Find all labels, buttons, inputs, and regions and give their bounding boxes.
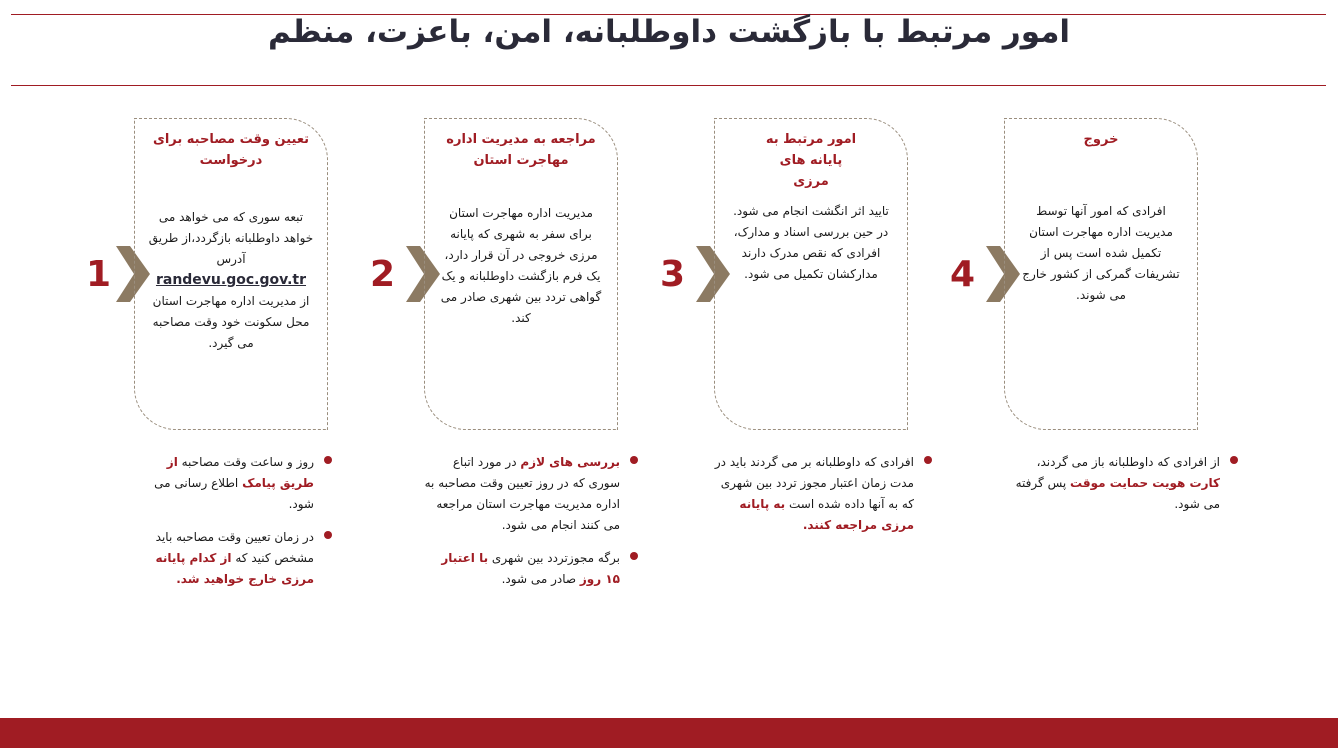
step-number-1: 1: [86, 254, 112, 295]
note-item: از افرادی که داوطلبانه باز می گردند، کارت هویت حمایت موقت پس گرفته می شود.: [1004, 452, 1238, 515]
step-number-3: 3: [660, 254, 686, 295]
bullet-icon: [630, 552, 638, 560]
step-card-4: [1004, 118, 1198, 430]
step-number-4: 4: [950, 254, 976, 295]
note-item: افرادی که داوطلبانه بر می گردند باید در مدت زمان اعتبار مجوز تردد بین شهری که به آنها داده شده است به پایانه مرزی مراجعه کنند.: [714, 452, 932, 536]
bullet-icon: [1230, 456, 1238, 464]
step-number-2: 2: [370, 254, 396, 295]
step-heading-1: تعیین وقت مصاحبه برای درخواست: [152, 132, 310, 168]
step-card-2: [424, 118, 618, 430]
step-notes-4: [1004, 452, 1238, 527]
step-heading-2: مراجعه به مدیریت اداره مهاجرت استان: [446, 132, 596, 168]
note-item: در زمان تعیین وقت مصاحبه باید مشخص کنید که از کدام پایانه مرزی خارج خواهید شد.: [130, 527, 332, 590]
step-notes-3: [714, 452, 932, 548]
step-body-3: تایید اثر انگشت انجام می شود. در حین بررسی اسناد و مدارک، افرادی که نقص مدرک دارند مدارکشان تکمیل می شود.: [733, 204, 889, 281]
bullet-icon: [924, 456, 932, 464]
note-item: برگه مجوزتردد بین شهری با اعتبار ۱۵ روز صادر می شود.: [424, 548, 638, 590]
step-body-1: [135, 207, 327, 354]
bullet-icon: [630, 456, 638, 464]
footer-bar: [0, 718, 1338, 748]
page-title: امور مرتبط با بازگشت داوطلبانه، امن، باعزت، منظم: [267, 14, 1071, 50]
randevu-link[interactable]: randevu.goc.gov.tr: [155, 272, 307, 288]
note-item: بررسی های لازم در مورد اتباع سوری که در روز تعیین وقت مصاحبه به اداره مدیریت مهاجرت استان مراجعه می کنند انجام می شود.: [424, 452, 638, 536]
step-body-1-text-after: از مدیریت اداره مهاجرت استان محل سکونت خود وقت مصاحبه می گیرد.: [152, 294, 310, 350]
step-body-1-text: تبعه سوری که می خواهد می خواهد داوطلبانه بازگردد،از طریق آدرس: [148, 210, 314, 266]
step-heading-3: امور مرتبط به پایانه های مرزی: [765, 132, 857, 189]
bullet-icon: [324, 531, 332, 539]
step-body-4: افرادی که امور آنها توسط مدیریت اداره مهاجرت استان تکمیل شده است پس از تشریفات گمرکی از کشور خارج می شوند.: [1022, 204, 1180, 302]
note-item: روز و ساعت وقت مصاحبه از طریق پیامک اطلاع رسانی می شود.: [130, 452, 332, 515]
step-notes-1: [130, 452, 332, 602]
bullet-icon: [324, 456, 332, 464]
title-underline: [11, 85, 1326, 86]
step-card-3: [714, 118, 908, 430]
step-heading-4: خروج: [1083, 132, 1119, 147]
step-body-2: مدیریت اداره مهاجرت استان برای سفر به شهری که پایانه مرزی خروجی در آن قرار دارد، یک فرم بازگشت داوطلبانه و یک گواهی تردد بین شهری صادر می کند.: [440, 206, 602, 325]
step-card-1: [134, 118, 328, 430]
step-notes-2: [424, 452, 638, 602]
